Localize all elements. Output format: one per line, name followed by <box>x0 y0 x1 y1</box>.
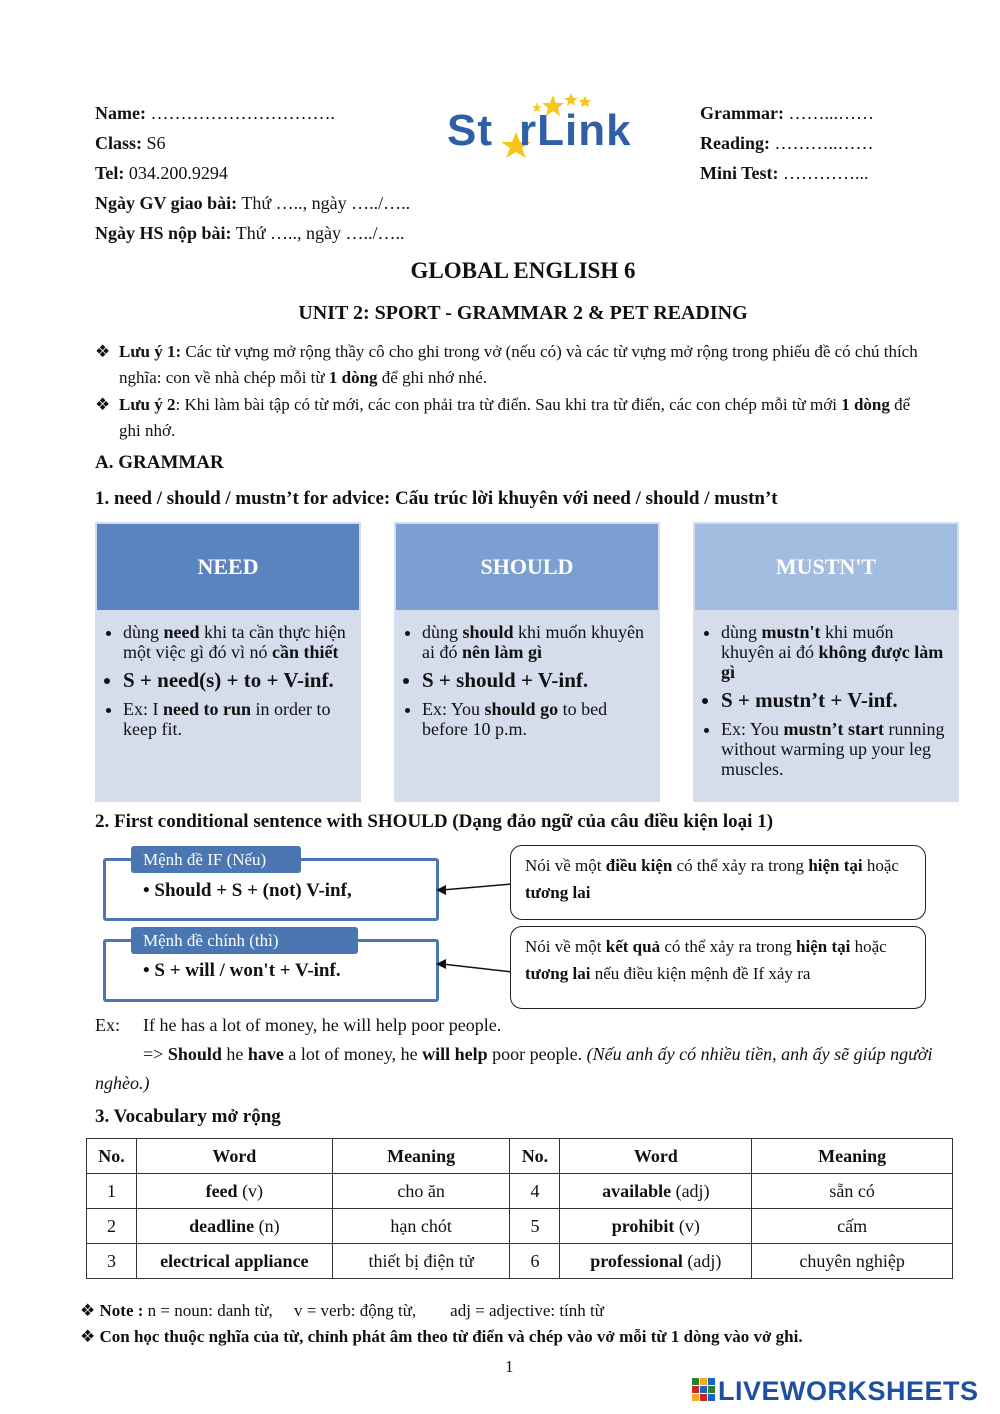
card-need-header: NEED <box>97 524 359 610</box>
main-clause-tag: Mệnh đề chính (thì) <box>131 927 358 954</box>
example-block: Ex: If he has a lot of money, he will help poor people. => Should he have a lot of money, he will help poor people. (Nếu anh ấy có nhiều tiền, anh ấy sẽ giúp người nghèo.) <box>95 1015 933 1093</box>
section-2-heading: 2. First conditional sentence with SHOULD (Dạng đảo ngữ của câu điều kiện loại 1) <box>95 811 774 832</box>
if-clause-callout: Nói về một điều kiện có thể xảy ra trong hiện tại hoặc tương lai <box>510 845 926 920</box>
footer-instruction: ❖ Con học thuộc nghĩa của từ, chỉnh phát âm theo từ điển và chép vào vở mỗi từ 1 dòng vào vở ghi. <box>80 1327 803 1346</box>
page-subtitle: UNIT 2: SPORT - GRAMMAR 2 & PET READING <box>298 302 748 324</box>
section-1-heading: 1. need / should / mustn’t for advice: Cấu trúc lời khuyên với need / should / mustn’t <box>95 488 778 509</box>
mustnt-formula: • S + mustn’t + V-inf. <box>721 688 946 713</box>
grammar-score: Grammar: ……...…… <box>700 103 874 123</box>
tel-line: Tel: 034.200.9294 <box>95 163 228 183</box>
starlink-logo: St rLink <box>445 92 655 162</box>
class-line: Class: S6 <box>95 133 166 153</box>
note-2: ❖ Lưu ý 2: Khi làm bài tập có từ mới, các con phải tra từ điển. Sau khi tra từ điển, các con chép mỗi từ mới 1 dòng để ghi nhớ. <box>95 395 911 440</box>
reading-score: Reading: ………..…… <box>700 133 874 153</box>
table-row: 3 electrical appliance thiết bị điện tử 6 professional (adj) chuyên nghiệp <box>87 1244 953 1279</box>
section-3-heading: 3. Vocabulary mở rộng <box>95 1106 281 1127</box>
submit-date-line: Ngày HS nộp bài: Thứ ….., ngày …../….. <box>95 223 405 243</box>
liveworksheets-logo-icon <box>692 1378 716 1404</box>
card-need-body: • dùng need khi ta cần thực hiện một việc gì đó vì nó cần thiết • S + need(s) + to + V-inf. • Ex: I need to run in order to keep fit. <box>103 622 348 745</box>
main-clause-callout: Nói về một kết quả có thể xảy ra trong hiện tại hoặc tương lai nếu điều kiện mệnh đề If xảy ra <box>510 926 926 1009</box>
vocabulary-table <box>86 1138 953 1279</box>
should-formula: • S + should + V-inf. <box>422 668 647 693</box>
card-mustnt-body: • dùng mustn't khi muốn khuyên ai đó không được làm gì • S + mustn’t + V-inf. • Ex: You mustn’t start running without warming up your leg muscles. <box>701 622 946 785</box>
card-should-header: SHOULD <box>396 524 658 610</box>
card-should-body: • dùng should khi muốn khuyên ai đó nên làm gì • S + should + V-inf. • Ex: You should go to bed before 10 p.m. <box>402 622 647 745</box>
score-info <box>700 98 960 188</box>
table-header-row: No. Word Meaning No. Word Meaning <box>87 1139 953 1174</box>
arrows <box>434 870 514 1010</box>
main-clause-formula: • S + will / won't + V-inf. <box>143 960 341 981</box>
assign-date-line: Ngày GV giao bài: Thứ ….., ngày …../….. <box>95 193 411 213</box>
page-number: 1 <box>505 1357 514 1376</box>
if-clause-formula: • Should + S + (not) V-inf, <box>143 880 352 901</box>
card-mustnt-header: MUSTN'T <box>695 524 957 610</box>
minitest-score: Mini Test: …………... <box>700 163 869 183</box>
name-line: Name: …………………………. <box>95 103 335 123</box>
note-1: ❖ Lưu ý 1: Các từ vựng mở rộng thầy cô cho ghi trong vở (nếu có) và các từ vựng mở rộng trong phiếu đề có chú thích nghĩa: con về nhà chép mỗi từ 1 dòng để ghi nhớ nhé. <box>95 342 918 387</box>
page-title: GLOBAL ENGLISH 6 <box>410 258 636 283</box>
if-clause-tag: Mệnh đề IF (Nếu) <box>131 846 301 873</box>
section-a-heading: A. GRAMMAR <box>95 452 224 473</box>
table-row: 1 feed (v) cho ăn 4 available (adj) sẵn có <box>87 1174 953 1209</box>
footer-note: ❖ Note : n = noun: danh từ, v = verb: động từ, adj = adjective: tính từ <box>80 1301 604 1320</box>
need-formula: • S + need(s) + to + V-inf. <box>123 668 348 693</box>
table-row: 2 deadline (n) hạn chót 5 prohibit (v) cấm <box>87 1209 953 1244</box>
